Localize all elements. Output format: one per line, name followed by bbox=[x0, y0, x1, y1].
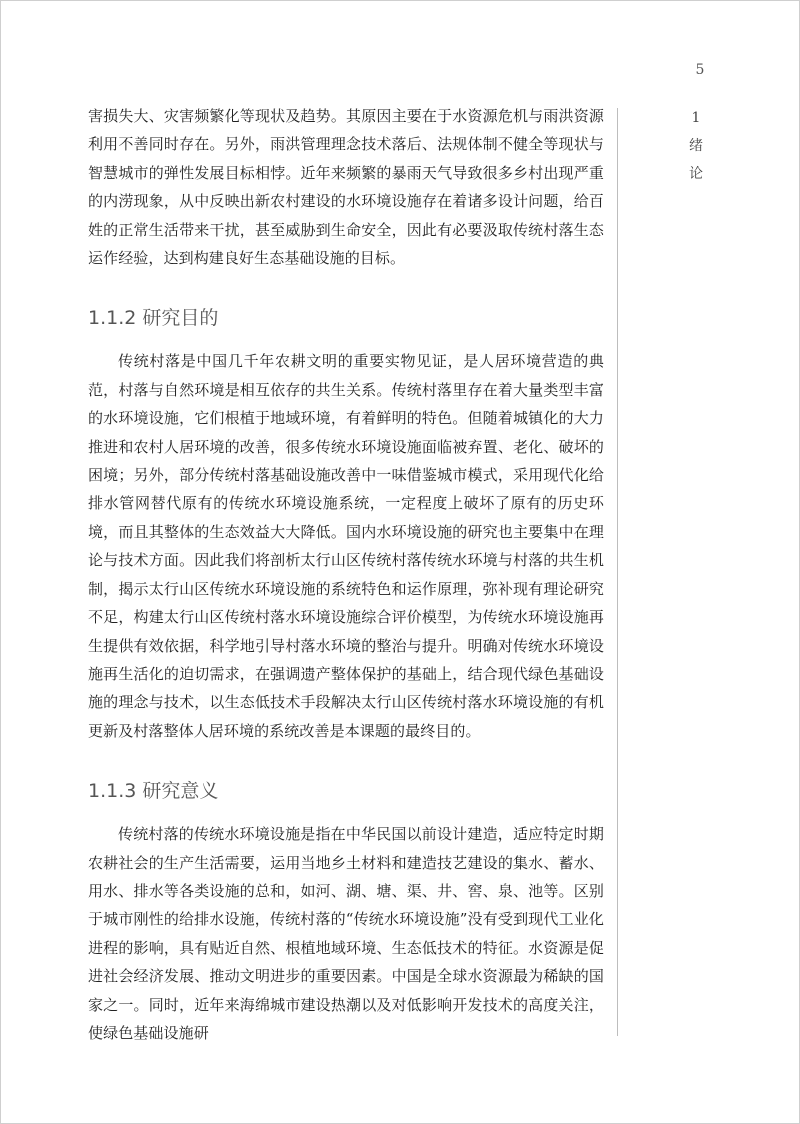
chapter-tab bbox=[684, 104, 708, 188]
page-number: 5 bbox=[695, 62, 705, 78]
section-1-1-3-paragraph: 传统村落的传统水环境设施是指在中华民国以前设计建造，适应特定时期农耕社会的生产生活需要，运用当地乡土材料和建造技艺建设的集水、蓄水、用水、排水等各类设施的总和，如河、湖、塘、渠、井、窖、泉、池等。区别于城市刚性的给排水设施，传统村落的“传统水环境设施”没有受到现代工业化进程的影响，具有贴近自然、根植地域环境、生态低技术的特征。水资源是促进社会经济发展、推动文明进步的重要因素。中国是全球水资源最为稀缺的国家之一。同时，近年来海绵城市建设热潮以及对低影响开发技术的高度关注，使绿色基础设施研 bbox=[88, 825, 604, 1042]
section-1-1-2-paragraph: 传统村落是中国几千年农耕文明的重要实物见证，是人居环境营造的典范，村落与自然环境是相互依存的共生关系。传统村落里存在着大量类型丰富的水环境设施，它们根植于地域环境，有着鲜明的特色。但随着城镇化的大力推进和农村人居环境的改善，很多传统水环境设施面临被弃置、老化、破坏的困境；另外，部分传统村落基础设施改善中一味借鉴城市模式，采用现代化给排水管网替代原有的传统水环境设施系统，一定程度上破坏了原有的历史环境，而且其整体的生态效益大大降低。国内水环境设施的研究也主要集中在理论与技术方面。因此我们将剖析太行山区传统村落传统水环境与村落的共生机制，揭示太行山区传统水环境设施的系统特色和运作原理，弥补现有理论研究不足，构建太行山区传统村落水环境设施综合评价模型，为传统水环境设施再生提供有效依据，科学地引导村落水环境的整治与提升。明确对传统水环境设施再生活化的迫切需求，在强调遗产整体保护的基础上，结合现代绿色基础设施的理念与技术，以生态低技术手段解决太行山区传统村落水环境设施的有机更新及村落整体人居环境的系统改善是本课题的最终目的。 bbox=[88, 352, 604, 740]
margin-divider-line bbox=[617, 108, 618, 1036]
intro-paragraph: 害损失大、灾害频繁化等现状及趋势。其原因主要在于水资源危机与雨洪资源利用不善同时存在。另外，雨洪管理理念技术落后、法规体制不健全等现状与智慧城市的弹性发展目标相悖。近年来频繁的暴雨天气导致很多乡村出现严重的内涝现象，从中反映出新农村建设的水环境设施存在着诸多设计问题，给百姓的正常生活带来干扰，甚至威胁到生命安全，因此有必要汲取传统村落生态运作经验，达到构建良好生态基础设施的目标。 bbox=[88, 107, 604, 268]
section-heading-1-1-3: 1.1.3 研究意义 bbox=[88, 780, 219, 803]
chapter-number: 1 bbox=[691, 110, 701, 126]
chapter-title-char-2: 论 bbox=[689, 166, 703, 182]
main-content bbox=[88, 102, 604, 1047]
chapter-title-char-1: 绪 bbox=[689, 138, 703, 154]
section-heading-1-1-2: 1.1.2 研究目的 bbox=[88, 307, 219, 330]
